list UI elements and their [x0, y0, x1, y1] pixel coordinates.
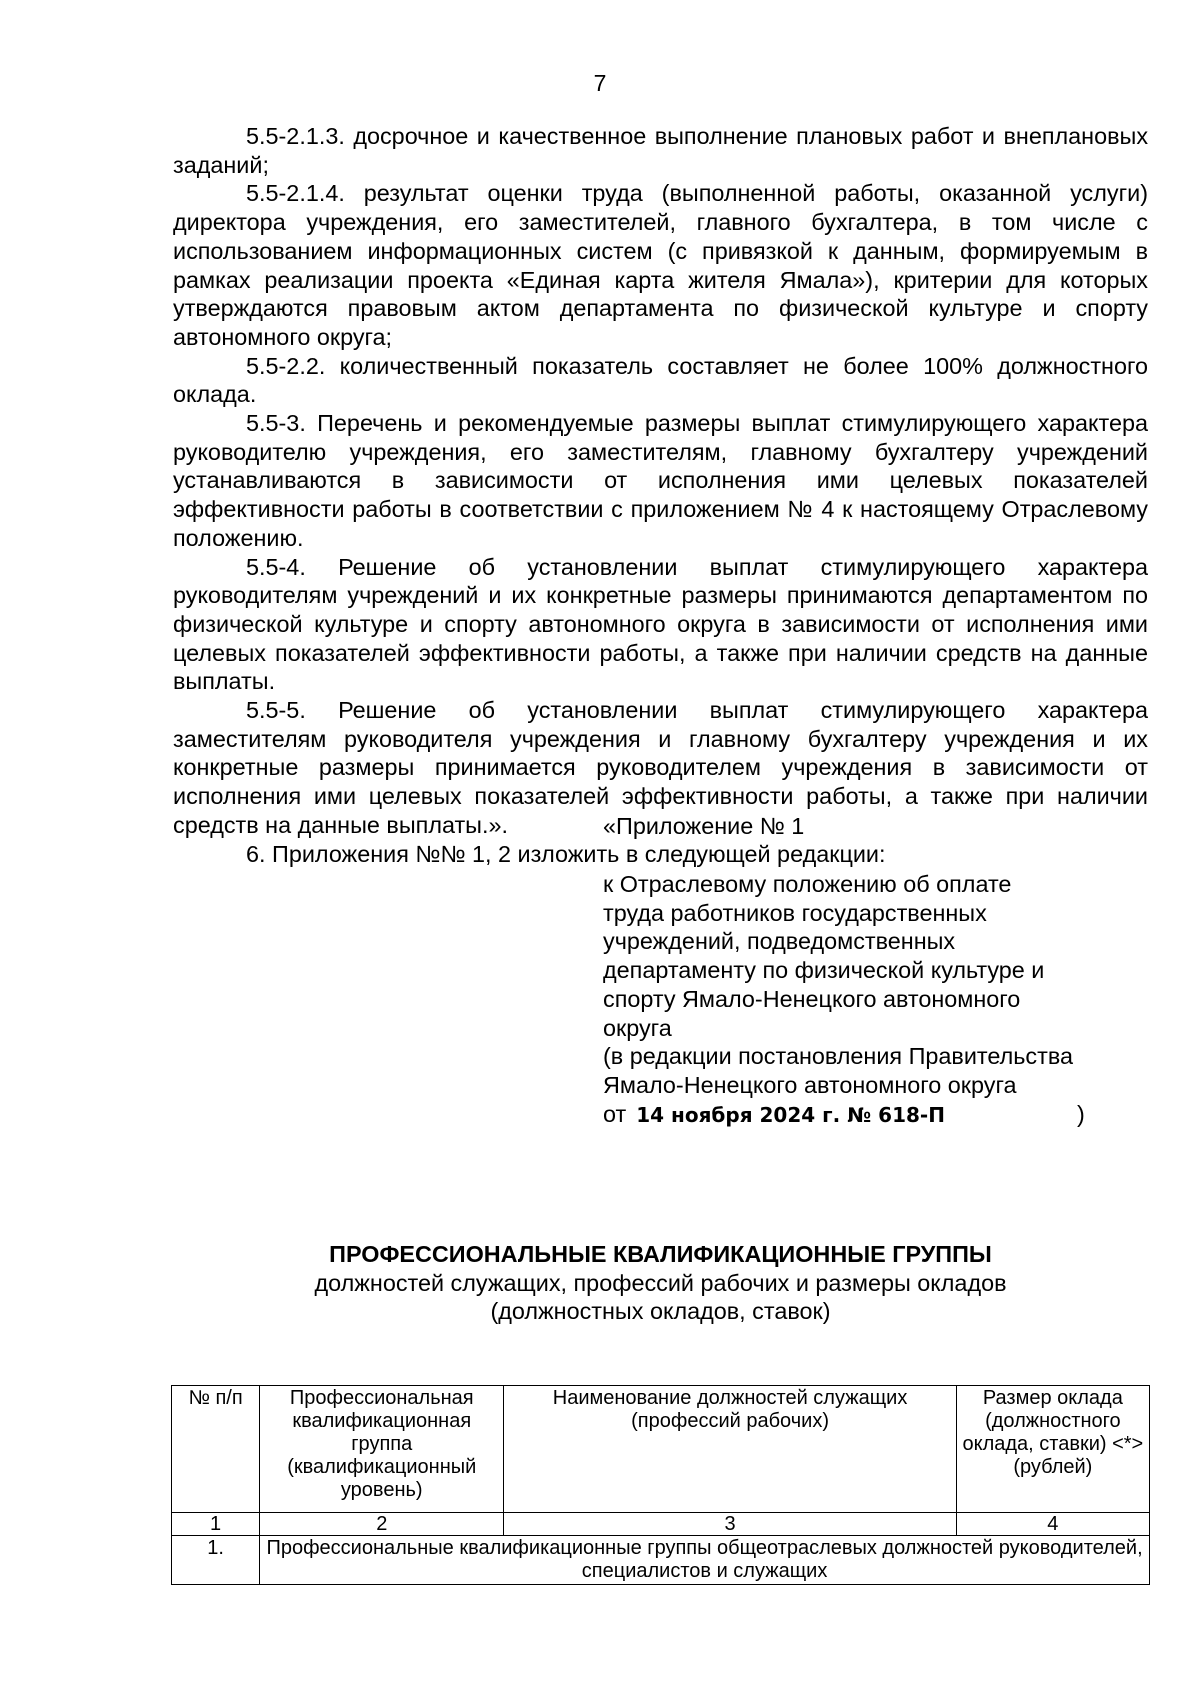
paragraph-number: 5.5-5. [246, 697, 306, 724]
appendix-label: «Приложение № 1 [603, 813, 805, 839]
appendix-line: к Отраслевому положению об оплате [603, 871, 1012, 897]
qualification-groups-table [171, 1385, 1150, 1585]
paragraph-number: 5.5-2.2. [246, 352, 326, 379]
paragraph [173, 409, 1148, 553]
column-number-cell: 4 [956, 1513, 1149, 1536]
appendix-line: округа [603, 1014, 672, 1041]
header-cell-number: № п/п [172, 1386, 260, 1513]
order-reference-line [603, 1100, 1148, 1130]
order-prefix: от [603, 1100, 627, 1127]
section-heading [173, 1240, 1148, 1326]
header-cell-group: Профессиональная квалификационная группа (квалификационный уровень) [260, 1386, 504, 1513]
paragraph-number: 6. [246, 840, 266, 867]
order-reference: 14 ноября 2024 г. № 618-П [636, 1102, 945, 1127]
row-number-cell: 1. [172, 1536, 260, 1585]
paragraph-number: 5.5-2.1.3. [246, 123, 345, 149]
order-close-paren: ) [1077, 1100, 1085, 1127]
appendix-block [603, 813, 1148, 1129]
paragraph-text: Перечень и рекомендуемые размеры выплат стимулирующего характера руководителю учреждения, его заместителям, главному бухгалтеру учреждений устанавливаются в зависимости от исполнения ими целевых показателей эффективности работы в соответствии с приложением № 4 к настоящему Отраслевому положению. [173, 410, 1148, 551]
page-number: 7 [593, 70, 607, 96]
column-number-cell: 3 [504, 1513, 956, 1536]
paragraph-text: досрочное и качественное выполнение плановых работ и внеплановых заданий; [173, 123, 1149, 178]
column-number-cell: 1 [172, 1513, 260, 1536]
header-cell-salary: Размер оклада (должностного оклада, ставки) <*> (рублей) [956, 1386, 1149, 1513]
table-column-numbers-row [172, 1513, 1150, 1536]
appendix-line: учреждений, подведомственных [603, 928, 956, 955]
paragraph [173, 179, 1148, 351]
table-row [172, 1536, 1150, 1585]
appendix-line: департаменту по физической культуре и [603, 957, 1045, 984]
heading-title: ПРОФЕССИОНАЛЬНЫЕ КВАЛИФИКАЦИОННЫЕ ГРУППЫ [329, 1241, 992, 1267]
paragraph [173, 553, 1148, 697]
paragraph [173, 840, 1148, 869]
paragraph-number: 5.5-2.1.4. [246, 180, 345, 207]
paragraph-text: Решение об установлении выплат стимулирующего характера заместителям руководителя учреждения и главному бухгалтеру учреждения и их конкретные размеры принимается руководителем учреждения в зависимости от исполнения ими целевых показателей эффективности работы, а также при наличии средств на данные выплаты.». [173, 697, 1148, 838]
table-header-row [172, 1386, 1150, 1513]
appendix-line: спорту Ямало-Ненецкого автономного [603, 985, 1021, 1012]
header-cell-positions: Наименование должностей служащих (профессий рабочих) [504, 1386, 956, 1513]
body-text [173, 122, 1148, 868]
paragraph [173, 122, 1148, 179]
paragraph-text: Приложения №№ 1, 2 изложить в следующей редакции: [272, 840, 886, 867]
appendix-line: труда работников государственных [603, 899, 987, 926]
paragraph-number: 5.5-3. [246, 410, 306, 437]
paragraph-number: 5.5-4. [246, 553, 306, 580]
heading-subtitle: (должностных окладов, ставок) [490, 1298, 831, 1325]
appendix-line: Ямало-Ненецкого автономного округа [603, 1071, 1017, 1098]
row-group-title-cell: Профессиональные квалификационные группы общеотраслевых должностей руководителей, специалистов и служащих [260, 1536, 1150, 1585]
paragraph [173, 352, 1148, 409]
column-number-cell: 2 [260, 1513, 504, 1536]
paragraph-text: результат оценки труда (выполненной работы, оказанной услуги) директора учреждения, его заместителей, главного бухгалтера, в том числе с использованием информационных систем (с привязкой к данным, формируемым в рамках реализации проекта «Единая карта жителя Ямала»), критерии для которых утверждаются правовым актом департамента по физической культуре и спорту автономного округа; [173, 180, 1148, 350]
paragraph-text: количественный показатель составляет не более 100% должностного оклада. [173, 352, 1148, 408]
appendix-line: (в редакции постановления Правительства [603, 1043, 1074, 1070]
paragraph-text: Решение об установлении выплат стимулирующего характера руководителям учреждений и их конкретные размеры принимаются департаментом по физической культуре и спорту автономного округа в зависимости от исполнения ими целевых показателей эффективности работы, а также при наличии средств на данные выплаты. [173, 553, 1148, 695]
heading-subtitle: должностей служащих, профессий рабочих и размеры окладов [314, 1269, 1007, 1296]
